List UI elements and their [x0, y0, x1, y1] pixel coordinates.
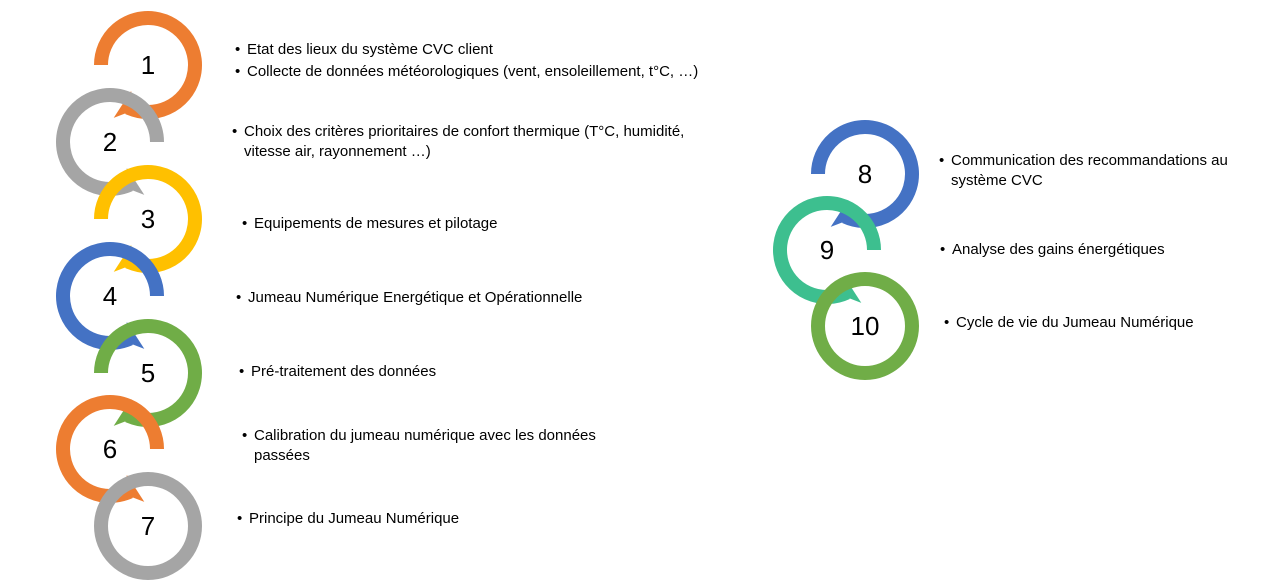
step-3-line-1: • Equipements de mesures et pilotage [254, 214, 497, 234]
step-8-line-2: système CVC [951, 172, 1043, 189]
step-number-9: 9 [819, 235, 835, 265]
step-number-8: 8 [857, 159, 873, 189]
step-8-line-1: • Communication des recommandations au [951, 151, 1228, 171]
step-6-line-2: passées [254, 447, 310, 464]
step-4-line-1: • Jumeau Numérique Energétique et Opérationnelle [248, 288, 582, 308]
step-number-1: 1 [140, 50, 156, 80]
step-5-line-1: • Pré-traitement des données [251, 362, 436, 382]
step-10-line-1: • Cycle de vie du Jumeau Numérique [956, 313, 1194, 333]
step-number-7: 7 [140, 511, 156, 541]
step-number-6: 6 [102, 434, 118, 464]
step-7-line-1: • Principe du Jumeau Numérique [249, 509, 459, 529]
step-number-5: 5 [140, 358, 156, 388]
step-description-6 [254, 426, 596, 466]
step-number-4: 4 [102, 281, 118, 311]
step-description-4 [248, 288, 582, 308]
step-9-line-1: • Analyse des gains énergétiques [952, 240, 1165, 260]
step-2-line-1: • Choix des critères prioritaires de confort thermique (T°C, humidité, [244, 122, 684, 142]
step-description-5 [251, 362, 436, 382]
step-description-3 [254, 214, 497, 234]
step-description-9 [952, 240, 1165, 260]
step-1-line-2: • Collecte de données météorologiques (vent, ensoleillement, t°C, …) [247, 62, 698, 82]
step-number-3: 3 [140, 204, 156, 234]
step-description-1 [247, 40, 698, 82]
step-1-line-1: • Etat des lieux du système CVC client [247, 40, 698, 60]
step-number-2: 2 [102, 127, 118, 157]
step-6-line-1: • Calibration du jumeau numérique avec les données [254, 426, 596, 446]
step-number-10: 10 [850, 311, 880, 341]
step-description-8 [951, 151, 1228, 191]
step-description-7 [249, 509, 459, 529]
step-description-10 [956, 313, 1194, 333]
step-description-2 [244, 122, 684, 162]
step-2-line-2: vitesse air, rayonnement …) [244, 143, 431, 160]
